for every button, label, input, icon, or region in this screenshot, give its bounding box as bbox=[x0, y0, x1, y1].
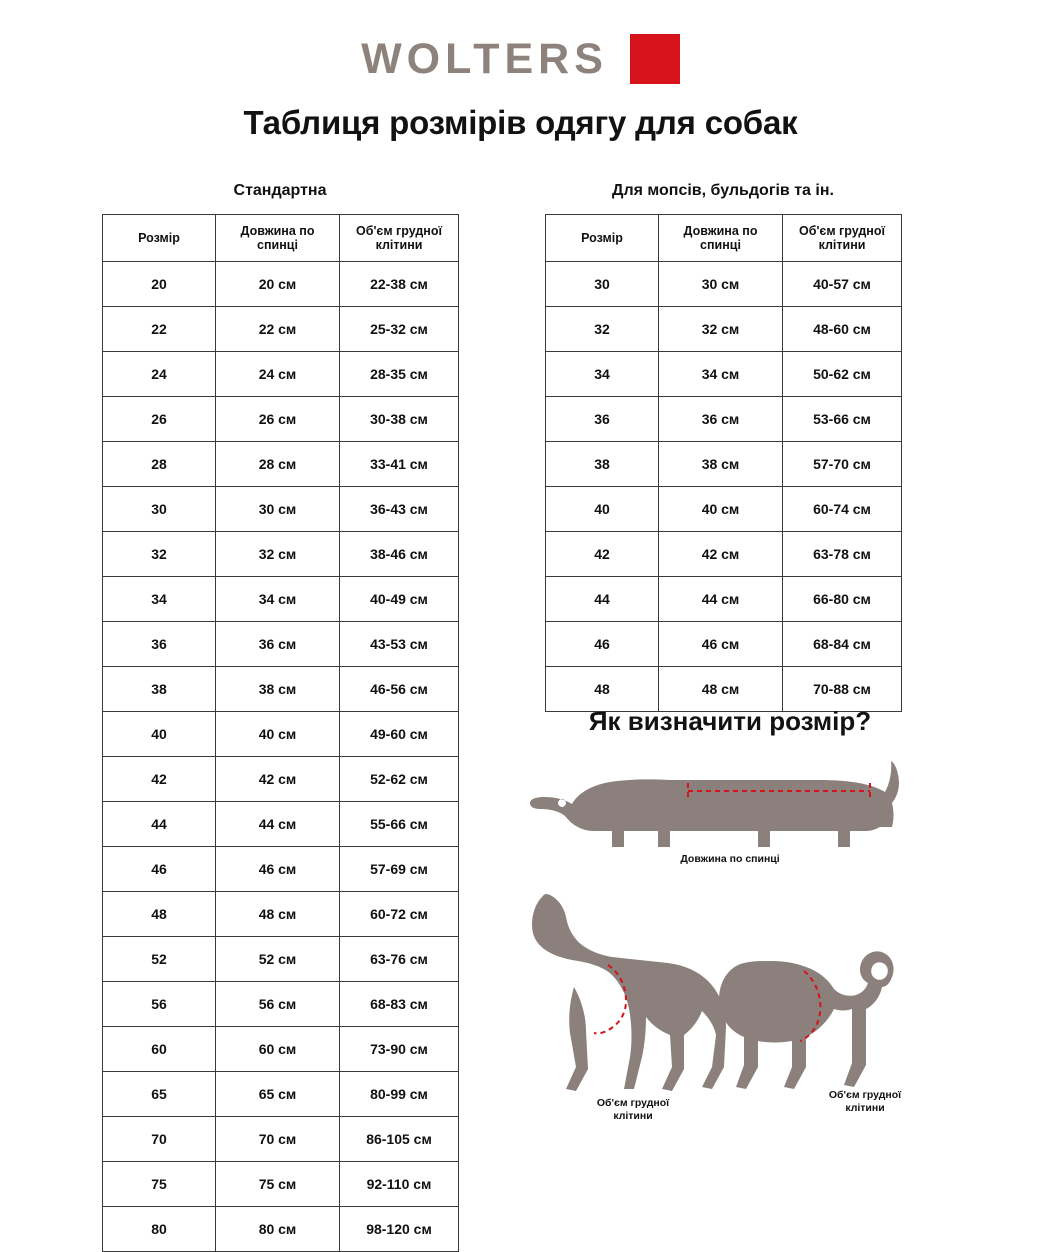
cell-size: 38 bbox=[103, 667, 216, 712]
cell-chest: 22-38 см bbox=[340, 262, 459, 307]
cell-size: 32 bbox=[546, 307, 659, 352]
cell-back-length: 44 см bbox=[659, 577, 783, 622]
cell-back-length: 20 см bbox=[216, 262, 340, 307]
how-to-measure-section bbox=[520, 706, 940, 1149]
cell-back-length: 28 см bbox=[216, 442, 340, 487]
cell-back-length: 46 см bbox=[659, 622, 783, 667]
cell-size: 46 bbox=[103, 847, 216, 892]
cell-size: 52 bbox=[103, 937, 216, 982]
table-row bbox=[546, 262, 902, 307]
cell-chest: 36-43 см bbox=[340, 487, 459, 532]
cell-back-length: 80 см bbox=[216, 1207, 340, 1252]
cell-chest: 66-80 см bbox=[783, 577, 902, 622]
column-header-chest: Об'єм грудної клітини bbox=[783, 215, 902, 262]
cell-chest: 98-120 см bbox=[340, 1207, 459, 1252]
cell-back-length: 56 см bbox=[216, 982, 340, 1027]
cell-chest: 63-76 см bbox=[340, 937, 459, 982]
standard-table-caption: Стандартна bbox=[233, 182, 327, 199]
cell-size: 34 bbox=[103, 577, 216, 622]
table-row bbox=[103, 622, 459, 667]
label-chest-pug: Об'єм грудної клітини bbox=[828, 1089, 902, 1115]
cell-size: 46 bbox=[546, 622, 659, 667]
cell-size: 32 bbox=[103, 532, 216, 577]
column-header-chest: Об'єм грудної клітини bbox=[340, 215, 459, 262]
table-row bbox=[103, 937, 459, 982]
cell-size: 75 bbox=[103, 1162, 216, 1207]
table-row bbox=[103, 982, 459, 1027]
cell-back-length: 42 см bbox=[659, 532, 783, 577]
cell-size: 34 bbox=[546, 352, 659, 397]
table-row bbox=[546, 667, 902, 712]
cell-back-length: 32 см bbox=[216, 532, 340, 577]
cell-back-length: 38 см bbox=[216, 667, 340, 712]
table-row bbox=[103, 442, 459, 487]
column-header-back-length: Довжина по спинці bbox=[216, 215, 340, 262]
table-row bbox=[546, 352, 902, 397]
table-row bbox=[103, 712, 459, 757]
table-row bbox=[103, 532, 459, 577]
pug-table-caption: Для мопсів, бульдогів та ін. bbox=[612, 182, 834, 199]
cell-size: 44 bbox=[546, 577, 659, 622]
cell-chest: 68-84 см bbox=[783, 622, 902, 667]
cell-size: 56 bbox=[103, 982, 216, 1027]
table-row bbox=[546, 532, 902, 577]
cell-chest: 30-38 см bbox=[340, 397, 459, 442]
cell-chest: 60-74 см bbox=[783, 487, 902, 532]
cell-chest: 57-70 см bbox=[783, 442, 902, 487]
cell-back-length: 52 см bbox=[216, 937, 340, 982]
table-row bbox=[103, 307, 459, 352]
cell-back-length: 38 см bbox=[659, 442, 783, 487]
cell-chest: 60-72 см bbox=[340, 892, 459, 937]
table-row bbox=[103, 802, 459, 847]
table-row bbox=[546, 442, 902, 487]
column-header-size: Розмір bbox=[546, 215, 659, 262]
cell-chest: 55-66 см bbox=[340, 802, 459, 847]
cell-back-length: 30 см bbox=[216, 487, 340, 532]
cell-back-length: 40 см bbox=[659, 487, 783, 532]
table-row bbox=[103, 847, 459, 892]
cell-size: 38 bbox=[546, 442, 659, 487]
cell-back-length: 34 см bbox=[216, 577, 340, 622]
cell-back-length: 36 см bbox=[659, 397, 783, 442]
cell-size: 44 bbox=[103, 802, 216, 847]
cell-size: 48 bbox=[546, 667, 659, 712]
cell-chest: 80-99 см bbox=[340, 1072, 459, 1117]
cell-size: 30 bbox=[546, 262, 659, 307]
cell-chest: 25-32 см bbox=[340, 307, 459, 352]
pug-size-table bbox=[545, 214, 902, 712]
cell-chest: 46-56 см bbox=[340, 667, 459, 712]
cell-chest: 48-60 см bbox=[783, 307, 902, 352]
cell-back-length: 48 см bbox=[659, 667, 783, 712]
cell-size: 70 bbox=[103, 1117, 216, 1162]
cell-back-length: 36 см bbox=[216, 622, 340, 667]
table-row bbox=[103, 1117, 459, 1162]
table-row bbox=[103, 352, 459, 397]
cell-size: 80 bbox=[103, 1207, 216, 1252]
cell-back-length: 26 см bbox=[216, 397, 340, 442]
table-row bbox=[103, 397, 459, 442]
brand-header bbox=[0, 0, 1041, 84]
cell-size: 60 bbox=[103, 1027, 216, 1072]
cell-chest: 73-90 см bbox=[340, 1027, 459, 1072]
dog-standing-chest-icon bbox=[512, 877, 732, 1107]
pug-table-block bbox=[545, 182, 901, 712]
cell-chest: 63-78 см bbox=[783, 532, 902, 577]
table-row bbox=[103, 667, 459, 712]
cell-chest: 50-62 см bbox=[783, 352, 902, 397]
brand-name: WOLTERS bbox=[361, 34, 608, 83]
cell-size: 28 bbox=[103, 442, 216, 487]
brand-square-logo bbox=[630, 34, 680, 84]
table-row bbox=[103, 1027, 459, 1072]
table-row bbox=[103, 577, 459, 622]
table-row bbox=[103, 1072, 459, 1117]
column-header-back-length: Довжина по спинці bbox=[659, 215, 783, 262]
cell-back-length: 40 см bbox=[216, 712, 340, 757]
table-row bbox=[546, 307, 902, 352]
cell-size: 22 bbox=[103, 307, 216, 352]
table-row bbox=[103, 487, 459, 532]
cell-back-length: 22 см bbox=[216, 307, 340, 352]
cell-back-length: 30 см bbox=[659, 262, 783, 307]
cell-size: 26 bbox=[103, 397, 216, 442]
cell-chest: 92-110 см bbox=[340, 1162, 459, 1207]
cell-back-length: 48 см bbox=[216, 892, 340, 937]
table-row bbox=[546, 577, 902, 622]
cell-size: 48 bbox=[103, 892, 216, 937]
cell-size: 65 bbox=[103, 1072, 216, 1117]
label-back-length: Довжина по спинці bbox=[680, 853, 780, 865]
cell-chest: 52-62 см bbox=[340, 757, 459, 802]
cell-chest: 33-41 см bbox=[340, 442, 459, 487]
table-row bbox=[103, 892, 459, 937]
cell-chest: 53-66 см bbox=[783, 397, 902, 442]
cell-back-length: 34 см bbox=[659, 352, 783, 397]
cell-back-length: 24 см bbox=[216, 352, 340, 397]
cell-size: 42 bbox=[546, 532, 659, 577]
table-row bbox=[103, 262, 459, 307]
how-to-measure-title: Як визначити розмір? bbox=[588, 706, 872, 736]
cell-chest: 28-35 см bbox=[340, 352, 459, 397]
cell-chest: 38-46 см bbox=[340, 532, 459, 577]
standard-table-block bbox=[102, 182, 458, 1252]
table-header-row bbox=[103, 215, 459, 262]
cell-size: 40 bbox=[103, 712, 216, 757]
table-row bbox=[546, 487, 902, 532]
table-row bbox=[546, 622, 902, 667]
table-header-row bbox=[546, 215, 902, 262]
cell-size: 20 bbox=[103, 262, 216, 307]
cell-chest: 40-57 см bbox=[783, 262, 902, 307]
cell-back-length: 65 см bbox=[216, 1072, 340, 1117]
cell-chest: 43-53 см bbox=[340, 622, 459, 667]
cell-back-length: 60 см bbox=[216, 1027, 340, 1072]
cell-back-length: 70 см bbox=[216, 1117, 340, 1162]
label-chest-standing-dog: Об'єм грудної клітини bbox=[596, 1097, 670, 1123]
cell-size: 40 bbox=[546, 487, 659, 532]
cell-size: 36 bbox=[546, 397, 659, 442]
cell-size: 42 bbox=[103, 757, 216, 802]
cell-chest: 70-88 см bbox=[783, 667, 902, 712]
cell-back-length: 42 см bbox=[216, 757, 340, 802]
cell-chest: 57-69 см bbox=[340, 847, 459, 892]
cell-chest: 68-83 см bbox=[340, 982, 459, 1027]
measure-figures bbox=[520, 749, 940, 1149]
cell-back-length: 46 см bbox=[216, 847, 340, 892]
column-header-size: Розмір bbox=[103, 215, 216, 262]
cell-size: 36 bbox=[103, 622, 216, 667]
cell-chest: 49-60 см bbox=[340, 712, 459, 757]
cell-back-length: 44 см bbox=[216, 802, 340, 847]
cell-chest: 86-105 см bbox=[340, 1117, 459, 1162]
cell-chest: 40-49 см bbox=[340, 577, 459, 622]
page-title: Таблиця розмірів одягу для собак bbox=[243, 104, 798, 141]
cell-back-length: 75 см bbox=[216, 1162, 340, 1207]
table-row bbox=[103, 757, 459, 802]
cell-size: 30 bbox=[103, 487, 216, 532]
standard-size-table bbox=[102, 214, 459, 1252]
table-row bbox=[103, 1207, 459, 1252]
cell-back-length: 32 см bbox=[659, 307, 783, 352]
table-row bbox=[546, 397, 902, 442]
cell-size: 24 bbox=[103, 352, 216, 397]
